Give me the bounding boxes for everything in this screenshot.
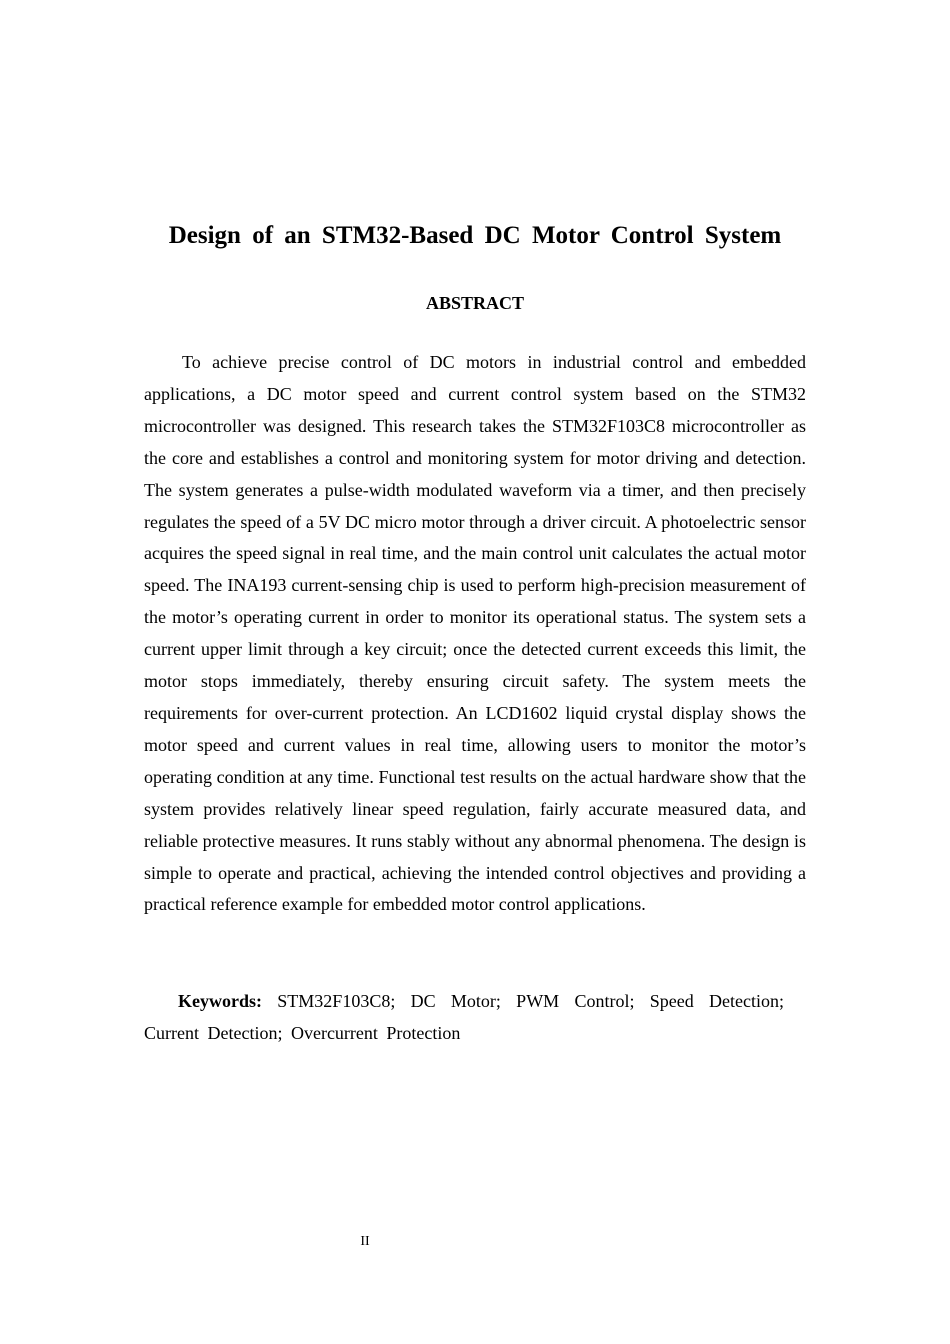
- keywords-label: Keywords:: [178, 991, 262, 1011]
- keywords-paragraph: [144, 985, 784, 1049]
- keywords-text: STM32F103C8; DC Motor; PWM Control; Speed Detection; Current Detection; Overcurrent Protection: [144, 991, 784, 1043]
- abstract-body: To achieve precise control of DC motors in industrial control and embedded applications, a DC motor speed and current control system based on the STM32 microcontroller was designed. This research takes the STM32F103C8 microcontroller as the core and establishes a control and monitoring system for motor driving and detection. The system generates a pulse-width modulated waveform via a timer, and then precisely regulates the speed of a 5V DC micro motor through a driver circuit. A photoelectric sensor acquires the speed signal in real time, and the main control unit calculates the actual motor speed. The INA193 current-sensing chip is used to perform high-precision measurement of the motor’s operating current in order to monitor its operational status. The system sets a current upper limit through a key circuit; once the detected current exceeds this limit, the motor stops immediately, thereby ensuring circuit safety. The system meets the requirements for over-current protection. An LCD1602 liquid crystal display shows the motor speed and current values in real time, allowing users to monitor the motor’s operating condition at any time. Functional test results on the actual hardware show that the system provides relatively linear speed regulation, fairly accurate measured data, and reliable protective measures. It runs stably without any abnormal phenomena. The design is simple to operate and practical, achieving the intended control objectives and providing a practical reference example for embedded motor control applications.: [144, 352, 806, 915]
- page-number: II: [360, 1234, 370, 1249]
- abstract-heading: ABSTRACT: [425, 293, 525, 313]
- page-title: Design of an STM32-Based DC Motor Control System: [168, 222, 782, 249]
